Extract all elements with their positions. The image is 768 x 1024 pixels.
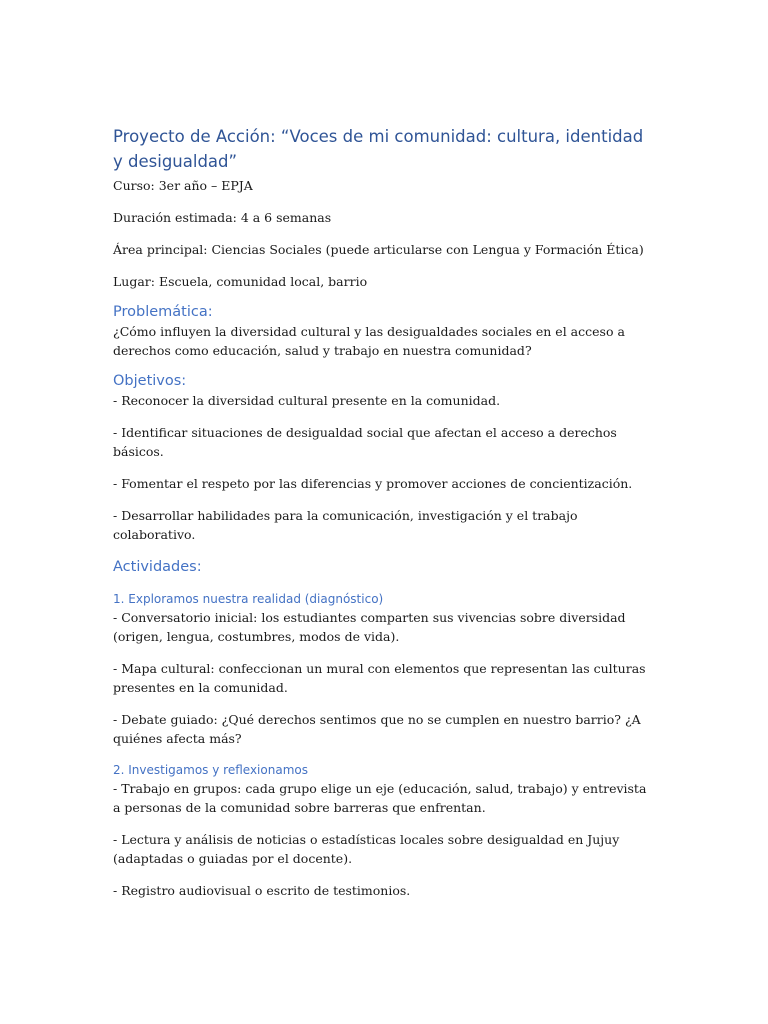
heading-actividades: Actividades: xyxy=(113,559,202,575)
heading-fase-1: 1. Exploramos nuestra realidad (diagnóstico) xyxy=(113,592,384,606)
heading-objetivos: Objetivos: xyxy=(113,373,187,389)
actividad-item: - Registro audiovisual o escrito de testimonios. xyxy=(113,883,411,898)
fase-1-list xyxy=(113,608,653,748)
actividad-item: - Lectura y análisis de noticias o estadísticas locales sobre desigualdad en Jujuy (adaptadas o guiadas por el docente). xyxy=(113,832,620,866)
actividad-item: - Debate guiado: ¿Qué derechos sentimos que no se cumplen en nuestro barrio? ¿A quiénes afecta más? xyxy=(113,712,641,746)
objetivo-item: - Desarrollar habilidades para la comunicación, investigación y el trabajo colaborativo. xyxy=(113,508,578,542)
actividad-item: - Mapa cultural: confeccionan un mural con elementos que representan las culturas presentes en la comunidad. xyxy=(113,661,646,695)
objetivos-list xyxy=(113,391,653,544)
actividad-item: - Trabajo en grupos: cada grupo elige un eje (educación, salud, trabajo) y entrevista a personas de la comunidad sobre barreras que enfrentan. xyxy=(113,781,647,815)
document-body xyxy=(113,124,653,900)
objetivo-item: - Identificar situaciones de desigualdad social que afectan el acceso a derechos básicos. xyxy=(113,425,617,459)
objetivo-item: - Fomentar el respeto por las diferencias y promover acciones de concientización. xyxy=(113,476,633,491)
heading-fase-2: 2. Investigamos y reflexionamos xyxy=(113,763,308,777)
meta-duracion: Duración estimada: 4 a 6 semanas xyxy=(113,210,332,225)
meta-lugar: Lugar: Escuela, comunidad local, barrio xyxy=(113,274,368,289)
heading-problematica: Problemática: xyxy=(113,304,213,320)
actividad-item: - Conversatorio inicial: los estudiantes comparten sus vivencias sobre diversidad (origen, lengua, costumbres, modos de vida). xyxy=(113,610,626,644)
meta-area: Área principal: Ciencias Sociales (puede articularse con Lengua y Formación Ética) xyxy=(113,242,644,257)
meta-curso: Curso: 3er año – EPJA xyxy=(113,178,253,193)
document-title: Proyecto de Acción: “Voces de mi comunidad: cultura, identidad y desigualdad” xyxy=(113,127,644,171)
fase-2-list xyxy=(113,779,653,900)
problematica-text: ¿Cómo influyen la diversidad cultural y las desigualdades sociales en el acceso a derechos como educación, salud y trabajo en nuestra comunidad? xyxy=(113,324,625,358)
objetivo-item: - Reconocer la diversidad cultural presente en la comunidad. xyxy=(113,393,501,408)
